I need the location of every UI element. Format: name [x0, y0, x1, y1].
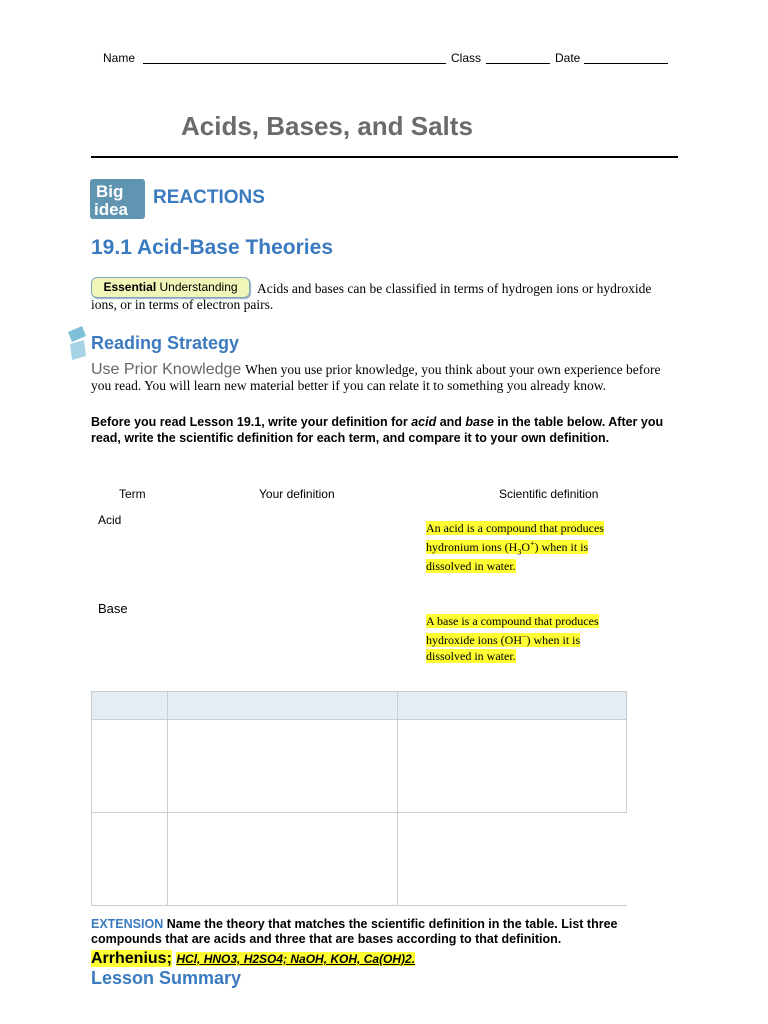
grid-cell[interactable] [168, 813, 398, 906]
answer-grid [91, 691, 627, 906]
bookmark-icon [66, 326, 88, 360]
essential-badge-rest: Understanding [156, 280, 238, 294]
lesson-summary-heading: Lesson Summary [91, 968, 242, 988]
acid-scientific-definition: An acid is a compound that produces hydronium ions $(H_3O^+)$ when it is dissolved in water. [426, 521, 604, 574]
lesson-title: Acid-Base Theories [136, 236, 334, 259]
term-base: Base [98, 601, 128, 616]
big-idea-bottom: idea [94, 200, 129, 219]
table-header-your-definition: Your definition [259, 487, 335, 501]
essential-badge-bold: Essential [103, 280, 157, 294]
grid-cell[interactable] [398, 720, 627, 813]
class-field[interactable] [486, 63, 550, 64]
lesson-heading [91, 236, 333, 260]
grid-header-cell [398, 692, 627, 720]
base-scientific-definition: A base is a compound that produces hydroxide ions (OH−) when it is dissolved in water. [426, 614, 599, 663]
grid-header-cell [168, 692, 398, 720]
lesson-number: 19.1 [91, 236, 132, 259]
class-label: Class [451, 51, 482, 65]
big-idea-icon [90, 179, 145, 219]
grid-header-cell [92, 692, 168, 720]
table-header-scientific-definition: Scientific definition [499, 487, 599, 501]
extension-label: EXTENSION [91, 917, 164, 931]
reading-strategy-body [91, 362, 671, 394]
reading-strategy-heading: Reading Strategy [91, 333, 240, 353]
use-prior-knowledge: Use Prior Knowledge [91, 361, 242, 378]
date-label: Date [555, 51, 581, 65]
grid-cell[interactable] [92, 720, 168, 813]
term-acid: Acid [98, 513, 122, 527]
page-title: Acids, Bases, and Salts [181, 111, 473, 141]
answer-theory: Arrhenius; [91, 950, 172, 967]
big-idea-top: Big [96, 182, 124, 201]
date-field[interactable] [584, 63, 668, 64]
essential-text: Acids and bases can be classified in terms of hydrogen ions or hydroxide ions, or in terms of electron pairs. [91, 281, 652, 312]
answer-compounds: HCl, HNO3, H2SO4; NaOH, KOH, Ca(OH)2. [176, 952, 416, 966]
title-divider [91, 156, 678, 158]
reading-instructions: Before you read Lesson 19.1, write your definition for acid and base in the table below. After you read, write the scientific definition for each term, and compare it to your own definition. [91, 415, 664, 445]
name-field[interactable] [143, 63, 446, 64]
grid-cell[interactable] [398, 813, 627, 906]
table-header-term: Term [119, 487, 146, 501]
reading-strategy-text: When you use prior knowledge, you think about your own experience before you read. You will learn new material better if you can relate it to something you already know. [91, 362, 661, 393]
extension-answer [91, 949, 415, 969]
big-idea-label: REACTIONS [153, 187, 265, 208]
grid-cell[interactable] [92, 813, 168, 906]
extension-text: EXTENSION Name the theory that matches the scientific definition in the table. List three compounds that are acids and three that are bases according to that definition. [91, 917, 618, 946]
grid-cell[interactable] [168, 720, 398, 813]
name-label: Name [103, 51, 136, 65]
